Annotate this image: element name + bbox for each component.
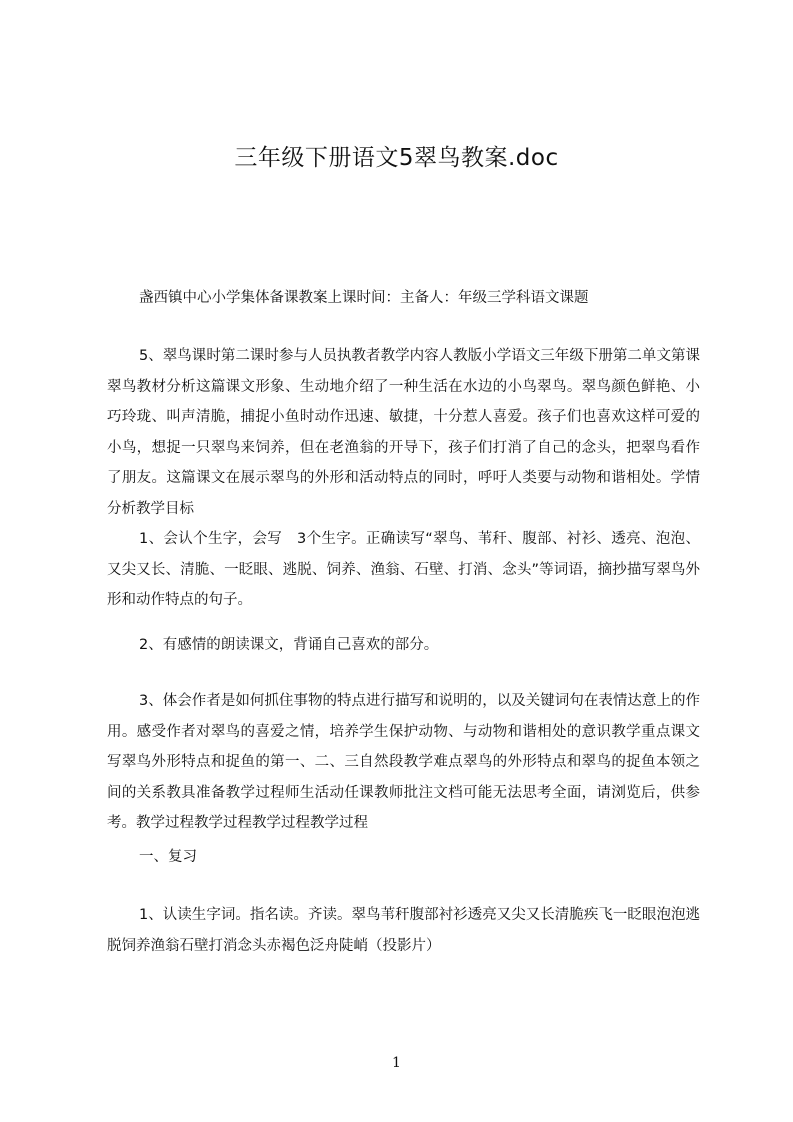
paragraph-objective-1: 1、会认个生字，会写 3个生字。正确读写“翠鸟、苇秆、腹部、衬衫、透亮、泡泡、又尖又长、清脆、一眨眼、逃脱、饲养、渔翁、石壁、打消、念头”等词语，摘抄描写翠鸟外形和动作特点的句子。 bbox=[107, 531, 700, 608]
paragraph-objective-3: 3、体会作者是如何抓住事物的特点进行描写和说明的，以及关键词句在表情达意上的作用。感受作者对翠鸟的喜爱之情，培养学生保护动物、与动物和谐相处的意识教学重点课文写翠鸟外形特点和捉鱼的第一、二、三自然段教学难点翠鸟的外形特点和翠鸟的捉鱼本领之间的关系教具准备教学过程师生活动任课教师批注文档可能无法思考全面，请浏览后，供参考。教学过程教学过程教学过程教学过程 bbox=[107, 693, 700, 831]
paragraph-review-1: 1、认读生字词。指名读。齐读。翠鸟苇秆腹部衬衫透亮又尖又长清脆疾飞一眨眼泡泡逃脱饲养渔翁石壁打消念头赤褐色泛舟陡峭（投影片） bbox=[107, 907, 700, 954]
section-heading-review: 一、复习 bbox=[139, 849, 197, 865]
document-title: 三年级下册语文5翠鸟教案.doc bbox=[234, 145, 559, 171]
page-number: 1 bbox=[392, 1055, 401, 1071]
paragraph-header-info: 盏西镇中心小学集体备课教案上课时间：主备人：年级三学科语文课题 bbox=[139, 290, 589, 306]
paragraph-lesson-overview: 5、翠鸟课时第二课时参与人员执教者教学内容人教版小学语文三年级下册第二单文第课翠鸟教材分析这篇课文形象、生动地介绍了一种生活在水边的小鸟翠鸟。翠鸟颜色鲜艳、小巧玲珑、叫声清脆，捕捉小鱼时动作迅速、敏捷，十分惹人喜爱。孩子们也喜欢这样可爱的小鸟，想捉一只翠鸟来饲养，但在老渔翁的开导下，孩子们打消了自己的念头，把翠鸟看作了朋友。这篇课文在展示翠鸟的外形和活动特点的同时，呼吁人类要与动物和谐相处。学情分析教学目标 bbox=[107, 348, 700, 517]
paragraph-objective-2: 2、有感情的朗读课文，背诵自己喜欢的部分。 bbox=[139, 637, 439, 653]
